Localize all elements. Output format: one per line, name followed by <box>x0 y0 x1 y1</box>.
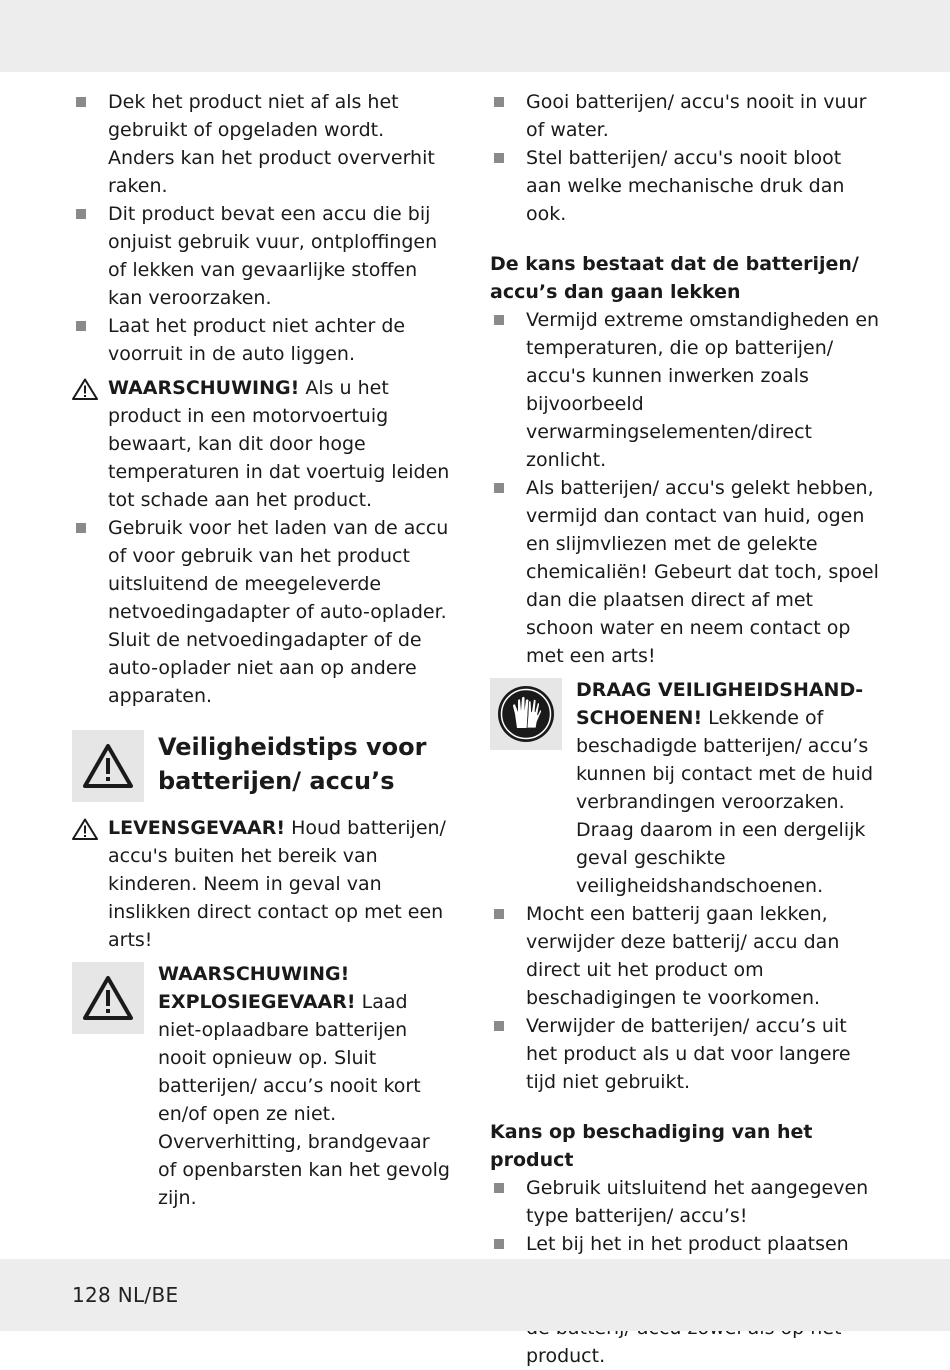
list-item: Laat het product niet achter de voorruit in de auto liggen. <box>72 312 452 368</box>
subheading: Kans op beschadiging van het product <box>490 1121 813 1171</box>
gloves-box <box>490 678 562 750</box>
section-heading-block <box>72 728 452 800</box>
page-number: 128 NL/BE <box>72 1283 179 1307</box>
list-item: Dit product bevat een accu die bij onjuist gebruik vuur, ontploffingen of lekken van gevaarlijke stoffen kan veroorzaken. <box>72 200 452 312</box>
gloves-block <box>490 676 882 900</box>
list-item: Gooi batterijen/ accu's nooit in vuur of water. <box>490 88 882 144</box>
list-item: Dek het product niet af als het gebruikt of opgeladen wordt. Anders kan het product oververhit raken. <box>72 88 452 200</box>
explosion-text: Laad niet-oplaadbare batterijen nooit opnieuw op. Sluit batterijen/ accu’s nooit kort en/of open ze niet. Oververhitting, brandgevaar of openbarsten kan het gevolg zijn. <box>158 991 450 1209</box>
danger-text: Houd batterijen/ accu's buiten het bereik van kinderen. Neem in geval van inslikken direct contact op met een arts! <box>108 817 446 951</box>
danger-label: LEVENSGEVAAR! <box>108 817 286 839</box>
warning-triangle-icon <box>82 743 134 789</box>
list-item: Let bij het in het product plaatsen product. <box>490 1230 882 1370</box>
list-item: Als batterijen/ accu's gelekt hebben, vermijd dan contact van huid, ogen en slijmvliezen met de gelekte chemicaliën! Gebeurt dat toch, spoel dan die plaatsen direct af met schoon water en neem contact op met een arts! <box>490 474 882 670</box>
warning-triangle-icon <box>82 975 134 1021</box>
explosion-label: WAARSCHUWING! EXPLOSIEGEVAAR! <box>158 963 356 1013</box>
list-item: Vermijd extreme omstandigheden en temperaturen, die op batterijen/ accu's kunnen inwerken zoals bijvoorbeeld verwarmingselementen/direct zonlicht. <box>490 306 882 474</box>
warning-text: Als u het product in een motorvoertuig bewaart, kan dit door hoge temperaturen in dat voertuig leiden tot schade aan het product. <box>108 377 450 511</box>
gloves-label: DRAAG VEILIGHEIDSHANDSCHOENEN! <box>576 679 864 729</box>
left-column <box>72 88 452 1212</box>
warning-box <box>72 730 144 802</box>
list-item: Stel batterijen/ accu's nooit bloot aan welke mechanische druk dan ook. <box>490 144 882 228</box>
list-item: Gebruik uitsluitend het aangegeven type batterijen/ accu’s! <box>490 1174 882 1230</box>
danger-paragraph <box>72 814 452 954</box>
subheading: De kans bestaat dat de batterijen/ accu’s dan gaan lekken <box>490 253 859 303</box>
gloves-icon <box>496 684 556 744</box>
warning-paragraph <box>72 374 452 514</box>
list-item: Verwijder de batterijen/ accu’s uit het product als u dat voor langere tijd niet gebruikt. <box>490 1012 882 1096</box>
section-title: Veiligheidstips voor batterijen/ accu’s <box>158 733 427 795</box>
warning-label: WAARSCHUWING! <box>108 377 300 399</box>
list-item: Gebruik voor het laden van de accu of voor gebruik van het product uitsluitend de meegeleverde netvoedingadapter of auto-oplader. Sluit de netvoedingadapter of de auto-oplader niet aan op andere apparaten. <box>72 514 452 710</box>
warning-triangle-icon <box>72 818 98 840</box>
gloves-text: Lekkende of beschadigde batterijen/ accu’s kunnen bij contact met de huid verbrandingen veroorzaken. Draag daarom in een dergelijk geval geschikte veiligheidshandschoenen. <box>576 707 874 897</box>
explosion-warning-block <box>72 960 452 1212</box>
header-band <box>0 0 950 72</box>
right-column <box>490 88 882 1370</box>
warning-box <box>72 962 144 1034</box>
list-item: Mocht een batterij gaan lekken, verwijder deze batterij/ accu dan direct uit het product om beschadigingen te voorkomen. <box>490 900 882 1012</box>
warning-triangle-icon <box>72 378 98 400</box>
